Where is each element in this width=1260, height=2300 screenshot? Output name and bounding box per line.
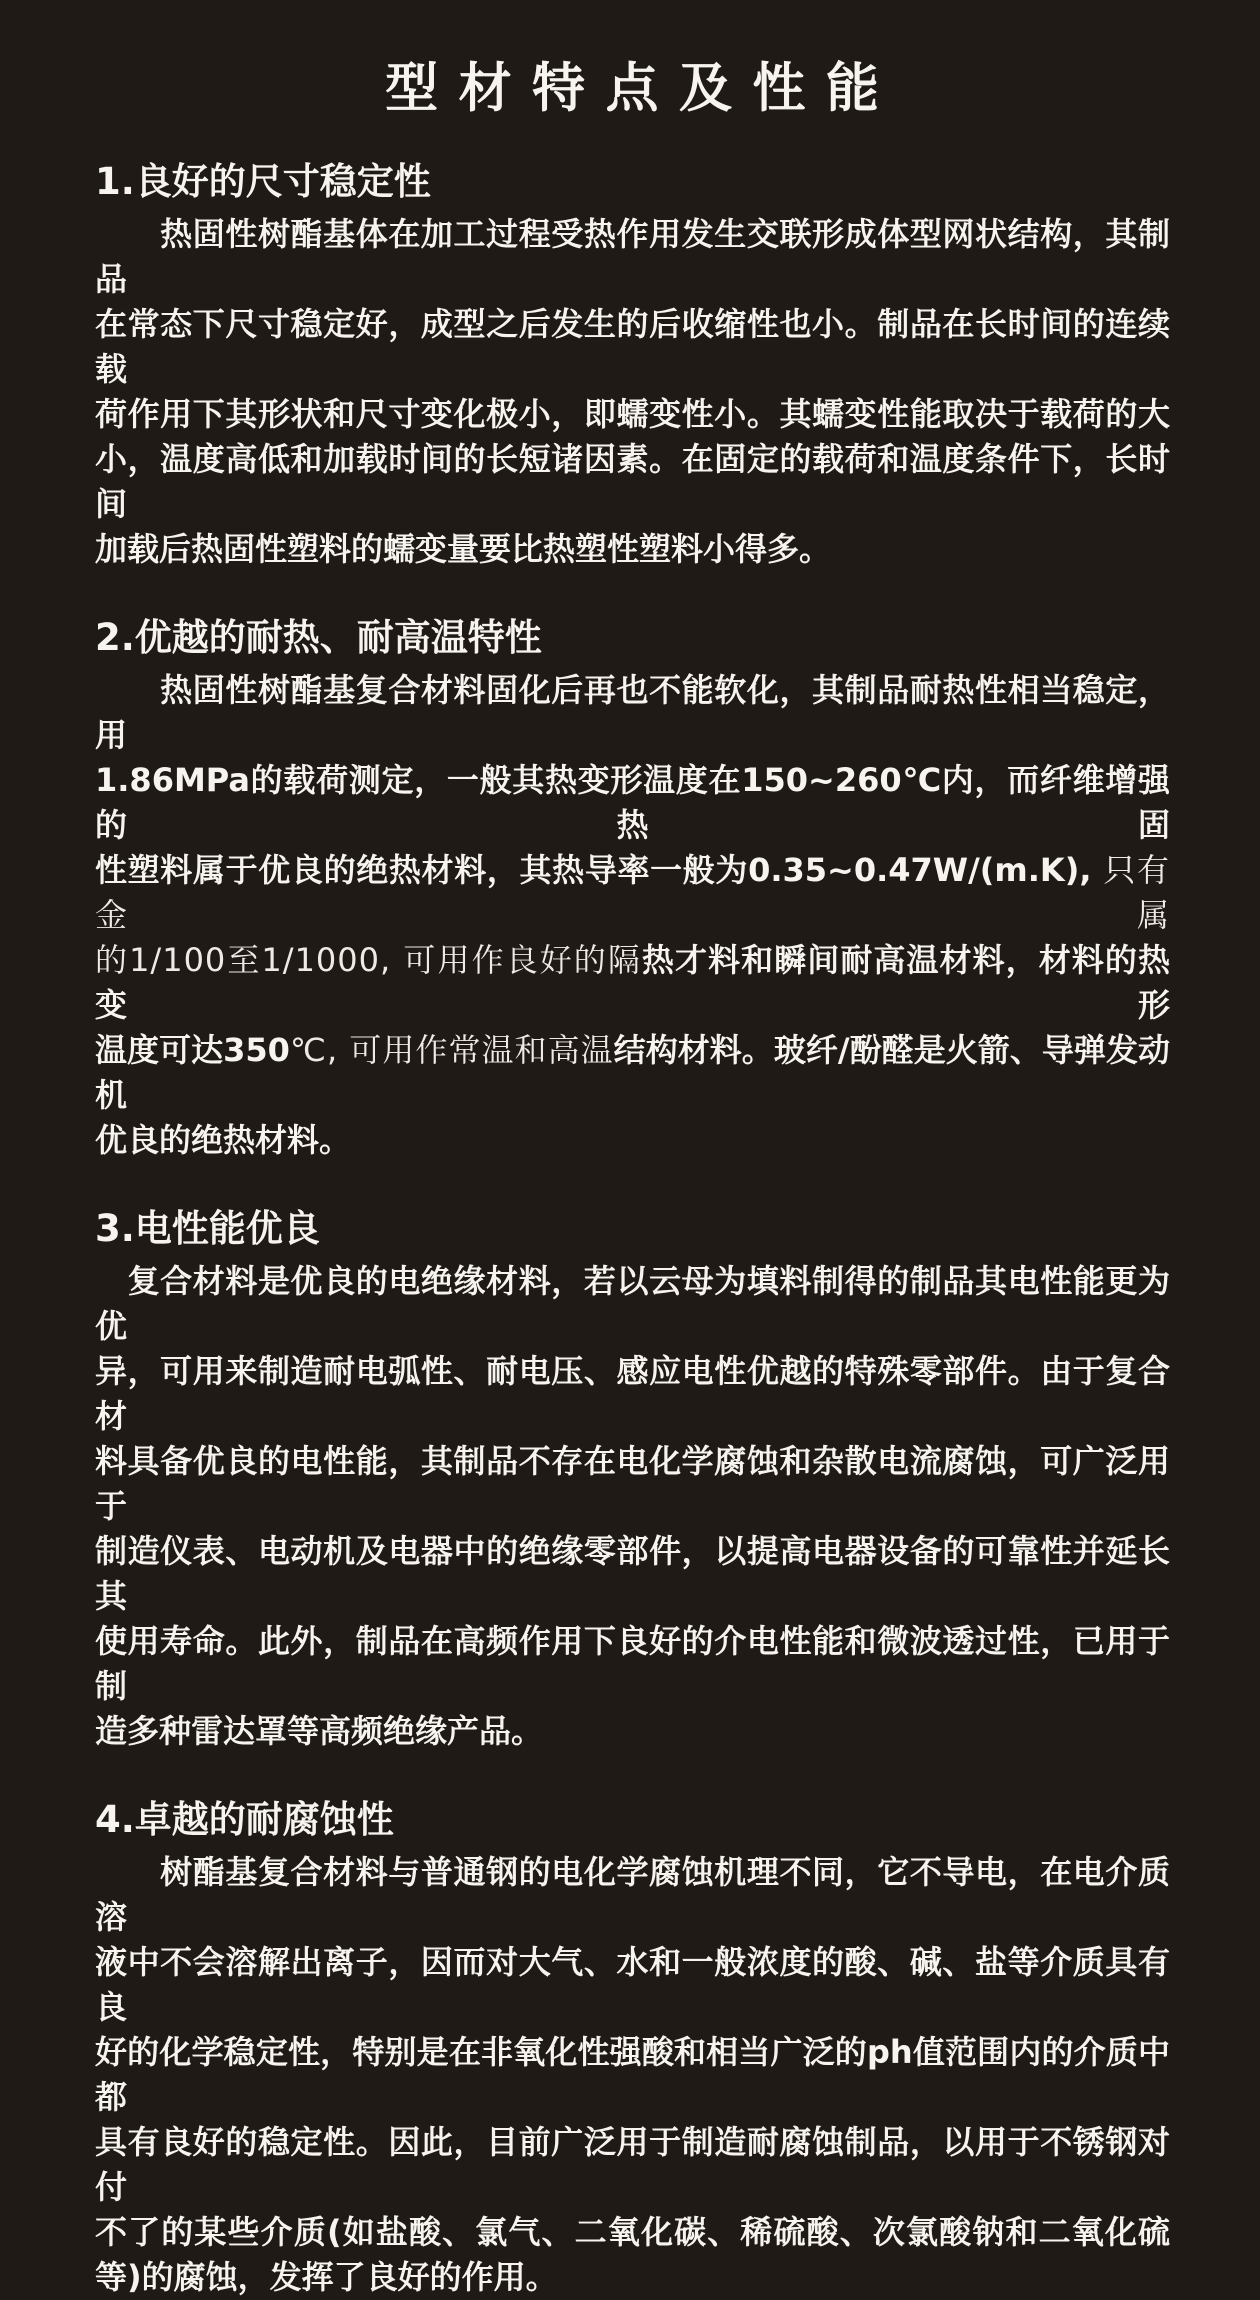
text-run: 液中不会溶解出离子，因而对大气、水和一般浓度的酸、碱、盐等介质具有良	[95, 1943, 1170, 2026]
light-text-run: ℃, 可用作常温和高温	[289, 1031, 614, 1069]
text-line	[95, 1118, 1170, 1163]
text-line	[95, 848, 1170, 938]
text-line	[95, 668, 1170, 758]
text-run: 优良的绝热材料。	[95, 1121, 352, 1159]
text-line	[95, 1940, 1170, 2030]
section-3-paragraph	[95, 1259, 1170, 1754]
text-line	[95, 2210, 1170, 2255]
light-text-run: 只有金属	[95, 851, 1170, 934]
text-run: 在常态下尺寸稳定好，成型之后发生的后收缩性也小。制品在长时间的连续载	[95, 305, 1170, 388]
section-3	[95, 1207, 1170, 1754]
text-line	[95, 1619, 1170, 1709]
text-run: 使用寿命。此外，制品在高频作用下良好的介电性能和微波透过性，已用于制	[95, 1622, 1170, 1705]
text-line	[95, 527, 1170, 572]
text-line	[95, 212, 1170, 302]
section-heading-2: 2.优越的耐热、耐高温特性	[95, 616, 542, 659]
page-title: 型 材 特 点 及 性 能	[385, 58, 880, 119]
section-heading-3: 3.电性能优良	[95, 1207, 320, 1250]
section-1-paragraph	[95, 212, 1170, 572]
text-run: 热固性树酯基复合材料固化后再也不能软化，其制品耐热性相当稳定，用	[95, 671, 1170, 754]
section-4	[95, 1798, 1170, 2300]
text-run: 造多种雷达罩等高频绝缘产品。	[95, 1712, 544, 1750]
text-line	[95, 302, 1170, 392]
section-4-paragraph	[95, 1850, 1170, 2300]
light-text-run: 的1/100至1/1000, 可用作良好的隔	[95, 941, 642, 979]
text-line	[95, 938, 1170, 1028]
section-2	[95, 616, 1170, 1163]
text-line	[95, 1028, 1170, 1118]
text-run: 小，温度高低和加载时间的长短诸因素。在固定的载荷和温度条件下，长时间	[95, 440, 1170, 523]
text-run: 不了的某些介质(如盐酸、氯气、二氧化碳、稀硫酸、次氯酸钠和二氧化硫	[95, 2213, 1170, 2251]
sections-container	[95, 160, 1170, 2300]
text-run: 制造仪表、电动机及电器中的绝缘零部件，以提高电器设备的可靠性并延长其	[95, 1532, 1170, 1615]
text-run: 复合材料是优良的电绝缘材料，若以云母为填料制得的制品其电性能更为优	[95, 1262, 1170, 1345]
text-line	[95, 392, 1170, 437]
text-line	[95, 758, 1170, 848]
text-line	[95, 1259, 1170, 1349]
text-line	[95, 1349, 1170, 1439]
text-run: 热才料和瞬间耐高温材料，材料的热变形	[95, 941, 1170, 1024]
text-run: 性塑料属于优良的绝热材料，其热导率一般为0.35~0.47W/(m.K),	[95, 851, 1092, 889]
text-run: 树酯基复合材料与普通钢的电化学腐蚀机理不同，它不导电，在电介质溶	[95, 1853, 1170, 1936]
text-line	[95, 2120, 1170, 2210]
text-run: 具有良好的稳定性。因此，目前广泛用于制造耐腐蚀制品，以用于不锈钢对付	[95, 2123, 1170, 2206]
text-run: 荷作用下其形状和尺寸变化极小，即蠕变性小。其蠕变性能取决于载荷的大	[95, 395, 1170, 433]
section-1	[95, 160, 1170, 572]
text-run: 温度可达350	[95, 1031, 290, 1069]
text-run: 好的化学稳定性，特别是在非氧化性强酸和相当广泛的ph值范围内的介质中都	[95, 2033, 1170, 2116]
text-line	[95, 1850, 1170, 1940]
text-run: 加载后热固性塑料的蠕变量要比热塑性塑料小得多。	[95, 530, 832, 568]
section-heading-4: 4.卓越的耐腐蚀性	[95, 1798, 394, 1841]
text-line	[95, 2255, 1170, 2300]
text-run: 料具备优良的电性能，其制品不存在电化学腐蚀和杂散电流腐蚀，可广泛用于	[95, 1442, 1170, 1525]
text-line	[95, 1529, 1170, 1619]
text-line	[95, 1709, 1170, 1754]
text-run: 热固性树酯基体在加工过程受热作用发生交联形成体型网状结构，其制品	[95, 215, 1170, 298]
text-run: 异，可用来制造耐电弧性、耐电压、感应电性优越的特殊零部件。由于复合材	[95, 1352, 1170, 1435]
text-line	[95, 1439, 1170, 1529]
text-run: 等)的腐蚀，发挥了良好的作用。	[95, 2258, 558, 2296]
text-line	[95, 2030, 1170, 2120]
section-heading-1: 1.良好的尺寸稳定性	[95, 160, 431, 203]
text-run: 结构材料。玻纤/酚醛是火箭、导弹发动机	[95, 1031, 1170, 1114]
text-run: 1.86MPa的载荷测定，一般其热变形温度在150~260℃内，而纤维增强的热固	[95, 761, 1170, 844]
section-2-paragraph	[95, 668, 1170, 1163]
text-line	[95, 437, 1170, 527]
